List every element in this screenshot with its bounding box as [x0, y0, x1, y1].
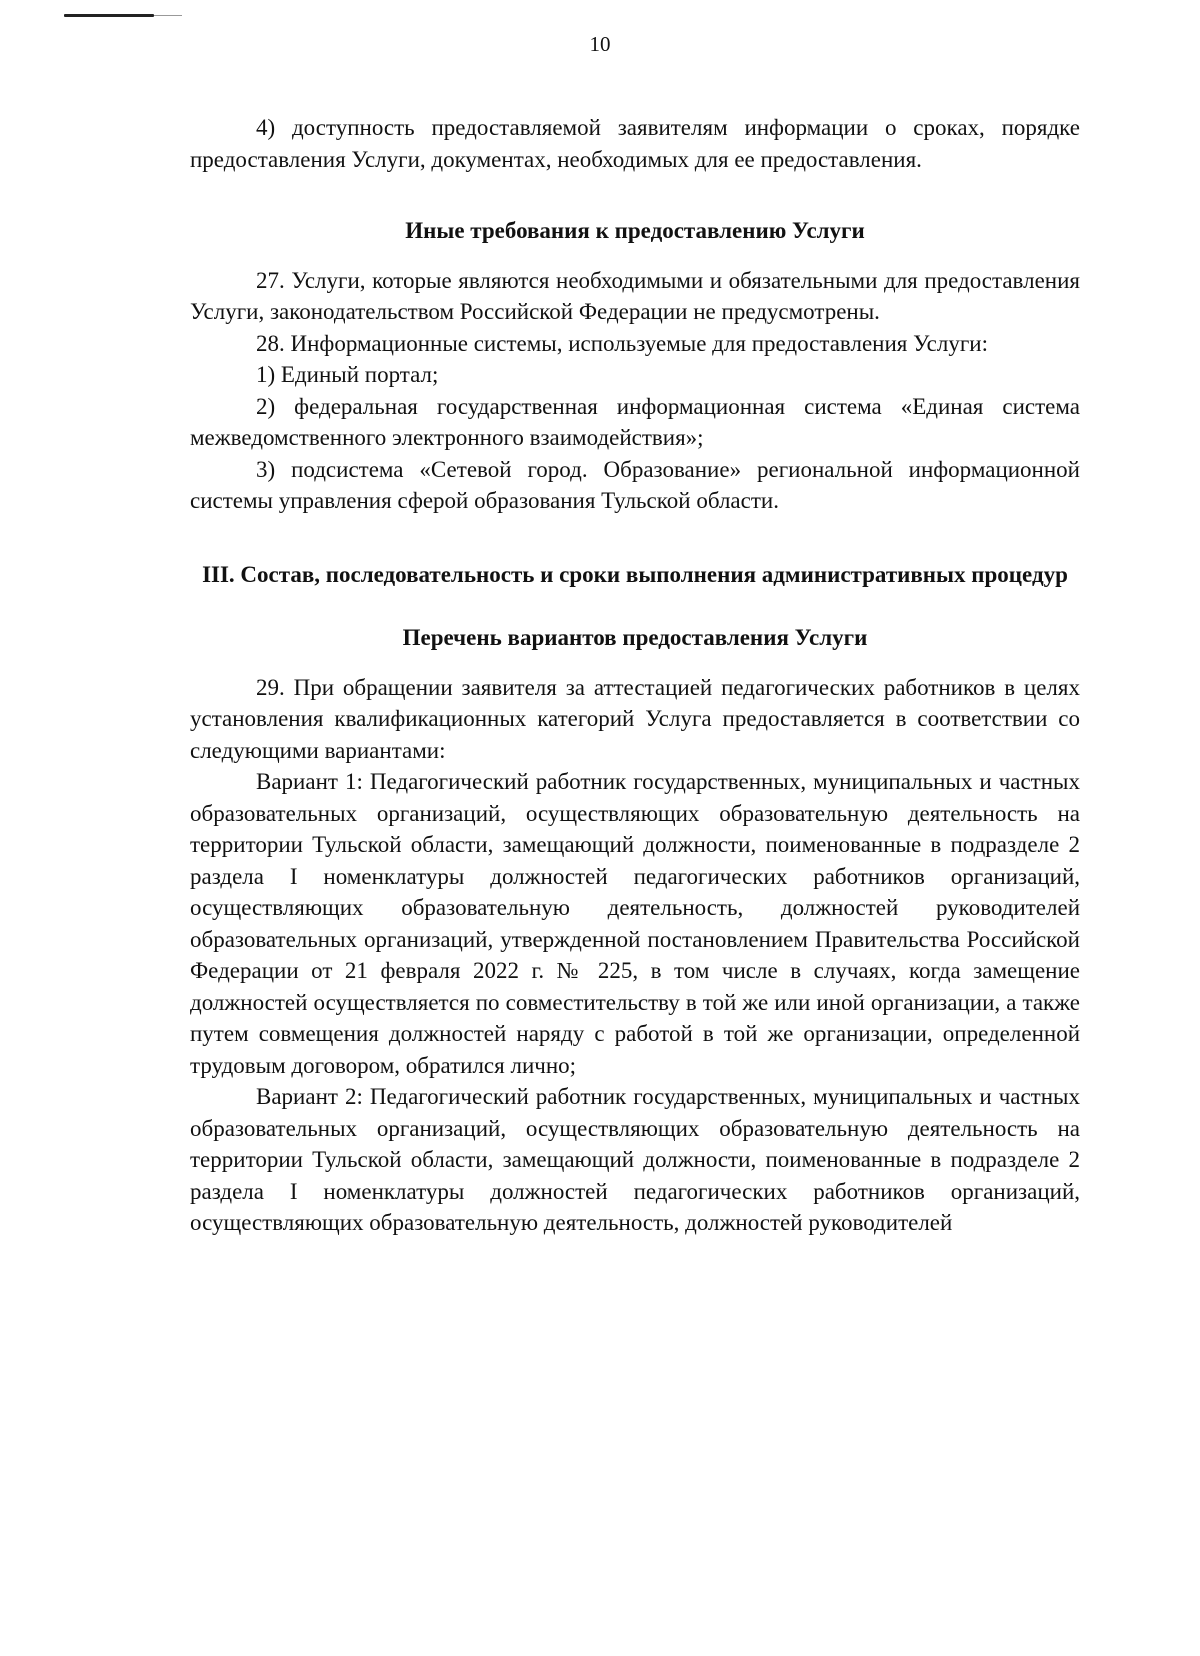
section-heading-3: III. Состав, последовательность и сроки выполнения административных процедур	[202, 561, 1068, 587]
variant-1: Вариант 1: Педагогический работник государственных, муниципальных и частных образовательных организаций, осуществляющих образовательную деятельность на территории Тульской области, замещающий должности, поименованные в подразделе 2 раздела I номенклатуры должностей педагогических работников организаций, осуществляющих образовательную деятельность, должностей руководителей образовательных организаций, утвержденной постановлением Правительства Российской Федерации от 21 февраля 2022 г. № 225, в том числе в случаях, когда замещение должностей осуществляется по совместительству в той же или иной организации, а также путем совмещения должностей наряду с работой в той же организации, определенной трудовым договором, обратился лично;	[190, 769, 1080, 1078]
list-item-28-2: 2) федеральная государственная информационная система «Единая система межведомственного электронного взаимодействия»;	[190, 393, 1080, 450]
paragraph-item-4: 4) доступность предоставляемой заявителям информации о сроках, порядке предоставления Услуги, документах, необходимых для ее предоставления.	[190, 115, 1080, 172]
scan-corner-mark	[64, 14, 154, 17]
heading-other-requirements: Иные требования к предоставлению Услуги	[405, 218, 865, 243]
paragraph-29: 29. При обращении заявителя за аттестацией педагогических работников в целях установления квалификационных категорий Услуга предоставляется в соответствии со следующими вариантами:	[190, 674, 1080, 763]
list-item-28-1: 1) Единый портал;	[256, 362, 439, 387]
list-item-28-3: 3) подсистема «Сетевой город. Образование» региональной информационной системы управления сферой образования Тульской области.	[190, 456, 1080, 513]
heading-variants-list: Перечень вариантов предоставления Услуги	[402, 625, 868, 650]
page-number: 10	[589, 32, 611, 56]
paragraph-28: 28. Информационные системы, используемые для предоставления Услуги:	[256, 330, 988, 356]
paragraph-27: 27. Услуги, которые являются необходимыми и обязательными для предоставления Услуги, законодательством Российской Федерации не предусмотрены.	[190, 267, 1080, 324]
document-body	[190, 112, 1080, 1239]
variant-2: Вариант 2: Педагогический работник государственных, муниципальных и частных образовательных организаций, осуществляющих образовательную деятельность на территории Тульской области, замещающий должности, поименованные в подразделе 2 раздела I номенклатуры должностей педагогических работников организаций, осуществляющих образовательную деятельность, должностей руководителей	[190, 1084, 1080, 1235]
